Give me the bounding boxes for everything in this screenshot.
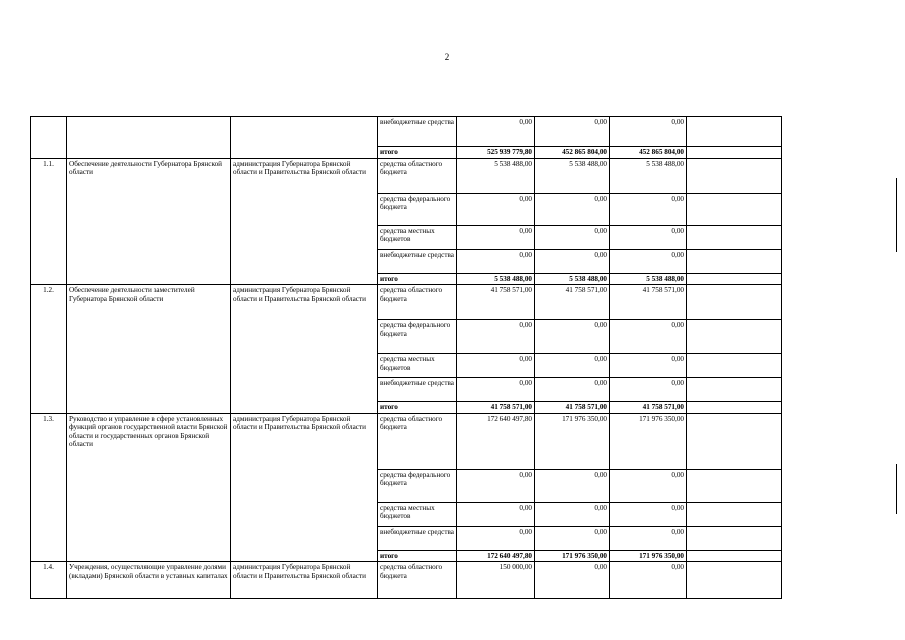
responsible-organization: администрация Губернатора Брянской области и Правительства Брянской области [231,562,378,599]
amount-year-1: 0,00 [457,249,535,273]
amount-year-3: 5 538 488,00 [610,158,687,193]
amount-year-1: 0,00 [457,193,535,225]
item-number: 1.2. [31,285,67,414]
responsible-organization [231,117,378,159]
amount-year-2: 0,00 [535,249,610,273]
amount-year-3: 41 758 571,00 [610,402,687,414]
funding-source-label: средства местных бюджетов [378,502,457,526]
amount-year-3: 0,00 [610,117,687,147]
page-number: 2 [444,52,450,62]
amount-year-1: 0,00 [457,354,535,378]
amount-year-2: 41 758 571,00 [535,285,610,320]
funding-source-label: внебюджетные средства [378,117,457,147]
funding-source-label: средства областного бюджета [378,562,457,599]
amount-year-3: 0,00 [610,225,687,249]
amount-year-1: 5 538 488,00 [457,158,535,193]
item-number: 1.3. [31,413,67,562]
funding-source-label: итого [378,550,457,562]
amount-year-1: 0,00 [457,378,535,402]
empty-cell [687,158,782,193]
source-row [31,413,782,469]
amount-year-2: 171 976 350,00 [535,550,610,562]
scan-edge-mark [896,464,897,514]
funding-source-label: итого [378,402,457,414]
amount-year-1: 41 758 571,00 [457,285,535,320]
amount-year-2: 0,00 [535,193,610,225]
amount-year-3: 0,00 [610,320,687,354]
amount-year-2: 0,00 [535,117,610,147]
funding-source-label: средства областного бюджета [378,413,457,469]
funding-source-label: средства местных бюджетов [378,354,457,378]
amount-year-3: 0,00 [610,378,687,402]
activity-title: Обеспечение деятельности заместителей Губернатора Брянской области [67,285,231,414]
amount-year-3: 0,00 [610,249,687,273]
funding-source-label: внебюджетные средства [378,378,457,402]
amount-year-2: 0,00 [535,562,610,599]
amount-year-3: 0,00 [610,354,687,378]
budget-table-body [31,117,782,599]
amount-year-2: 0,00 [535,225,610,249]
amount-year-2: 452 865 804,00 [535,147,610,159]
amount-year-1: 0,00 [457,469,535,502]
amount-year-1: 172 640 497,80 [457,550,535,562]
empty-cell [687,413,782,469]
activity-title [67,117,231,159]
empty-cell [687,378,782,402]
amount-year-1: 41 758 571,00 [457,402,535,414]
item-number: 1.1. [31,158,67,285]
funding-source-label: средства федерального бюджета [378,193,457,225]
amount-year-2: 41 758 571,00 [535,402,610,414]
amount-year-2: 0,00 [535,502,610,526]
item-number [31,117,67,159]
activity-title: Учреждения, осуществляющие управление долями (вкладами) Брянской области в уставных капиталах [67,562,231,599]
empty-cell [687,285,782,320]
amount-year-2: 5 538 488,00 [535,158,610,193]
empty-cell [687,502,782,526]
amount-year-2: 171 976 350,00 [535,413,610,469]
scan-edge-mark [896,178,897,252]
activity-title: Руководство и управление в сфере установленных функций органов государственной власти Брянской области и государственных органов Брянской области [67,413,231,562]
funding-source-label: внебюджетные средства [378,526,457,550]
funding-source-label: средства местных бюджетов [378,225,457,249]
amount-year-3: 5 538 488,00 [610,273,687,285]
responsible-organization: администрация Губернатора Брянской области и Правительства Брянской области [231,158,378,285]
amount-year-3: 0,00 [610,469,687,502]
amount-year-2: 0,00 [535,378,610,402]
item-number: 1.4. [31,562,67,599]
amount-year-1: 0,00 [457,526,535,550]
amount-year-2: 0,00 [535,526,610,550]
empty-cell [687,117,782,147]
amount-year-3: 171 976 350,00 [610,550,687,562]
amount-year-1: 0,00 [457,225,535,249]
source-row [31,158,782,193]
funding-source-label: средства федерального бюджета [378,469,457,502]
empty-cell [687,402,782,414]
empty-cell [687,273,782,285]
empty-cell [687,469,782,502]
amount-year-1: 525 939 779,80 [457,147,535,159]
amount-year-1: 0,00 [457,502,535,526]
source-row [31,562,782,599]
amount-year-1: 0,00 [457,117,535,147]
empty-cell [687,562,782,599]
amount-year-1: 150 000,00 [457,562,535,599]
empty-cell [687,225,782,249]
funding-source-label: средства областного бюджета [378,285,457,320]
empty-cell [687,320,782,354]
empty-cell [687,550,782,562]
amount-year-2: 0,00 [535,469,610,502]
empty-cell [687,193,782,225]
source-row [31,117,782,147]
funding-source-label: итого [378,147,457,159]
empty-cell [687,354,782,378]
funding-source-label: средства федерального бюджета [378,320,457,354]
amount-year-1: 172 640 497,80 [457,413,535,469]
empty-cell [687,249,782,273]
funding-source-label: итого [378,273,457,285]
amount-year-2: 0,00 [535,320,610,354]
activity-title: Обеспечение деятельности Губернатора Брянской области [67,158,231,285]
amount-year-2: 0,00 [535,354,610,378]
amount-year-3: 0,00 [610,526,687,550]
funding-source-label: средства областного бюджета [378,158,457,193]
responsible-organization: администрация Губернатора Брянской области и Правительства Брянской области [231,413,378,562]
amount-year-2: 5 538 488,00 [535,273,610,285]
budget-table [30,116,782,599]
amount-year-3: 0,00 [610,193,687,225]
amount-year-1: 0,00 [457,320,535,354]
empty-cell [687,526,782,550]
amount-year-3: 0,00 [610,502,687,526]
amount-year-3: 41 758 571,00 [610,285,687,320]
amount-year-1: 5 538 488,00 [457,273,535,285]
responsible-organization: администрация Губернатора Брянской области и Правительства Брянской области [231,285,378,414]
amount-year-3: 452 865 804,00 [610,147,687,159]
source-row [31,285,782,320]
amount-year-3: 171 976 350,00 [610,413,687,469]
funding-source-label: внебюджетные средства [378,249,457,273]
empty-cell [687,147,782,159]
amount-year-3: 0,00 [610,562,687,599]
